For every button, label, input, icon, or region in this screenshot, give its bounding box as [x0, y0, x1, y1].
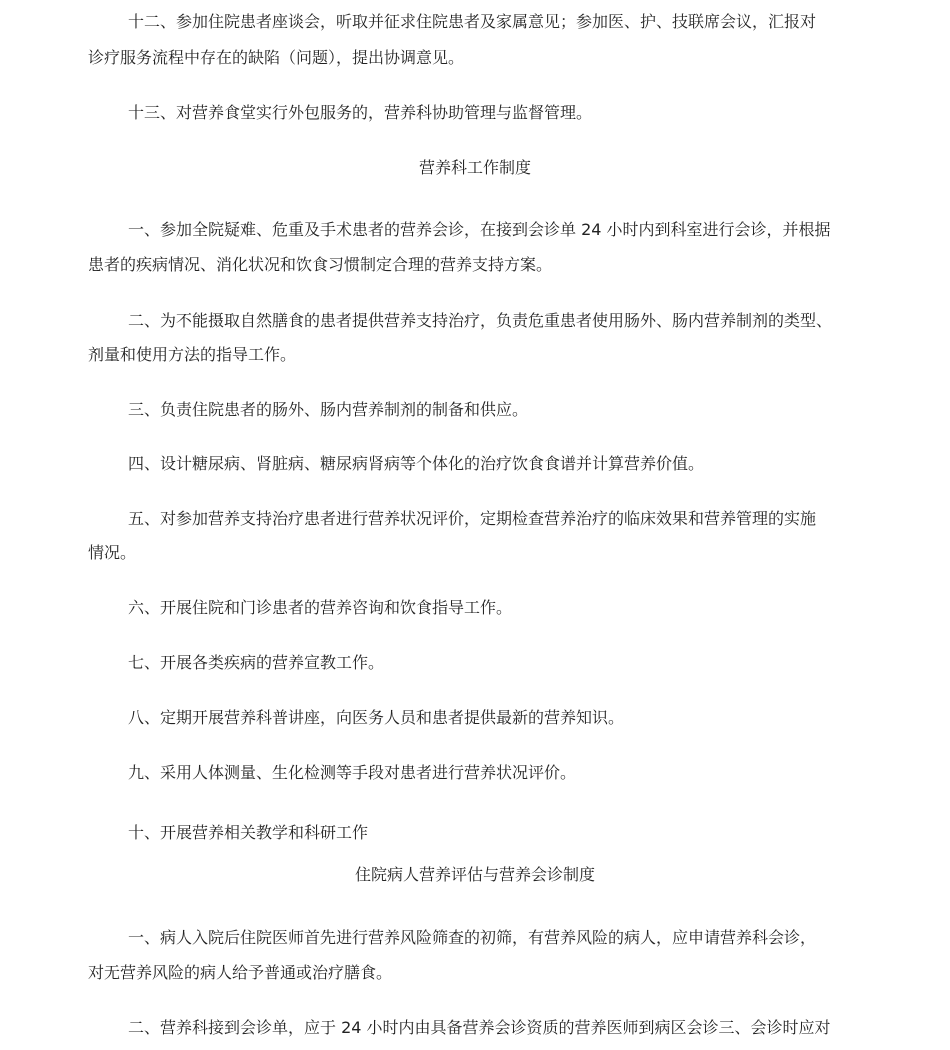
rule-2-line1: 二、为不能摄取自然膳食的患者提供营养支持治疗，负责危重患者使用肠外、肠内营养制剂的类型、	[128, 311, 833, 330]
section-title-inpatient-assessment: 住院病人营养评估与营养会诊制度	[354, 865, 595, 884]
rule-8: 八、定期开展营养科普讲座，向医务人员和患者提供最新的营养知识。	[128, 708, 625, 727]
rule-1-line2: 患者的疾病情况、消化状况和饮食习惯制定合理的营养支持方案。	[88, 255, 553, 274]
rule-9: 九、采用人体测量、生化检测等手段对患者进行营养状况评价。	[128, 763, 577, 782]
rule-6: 六、开展住院和门诊患者的营养咨询和饮食指导工作。	[128, 598, 513, 617]
rule-10: 十、开展营养相关教学和科研工作	[128, 823, 369, 842]
rule-2-line2: 剂量和使用方法的指导工作。	[88, 345, 297, 364]
paragraph-12-line1: 十二、参加住院患者座谈会，听取并征求住院患者及家属意见；参加医、护、技联席会议，汇报对	[128, 12, 817, 31]
rule-7: 七、开展各类疾病的营养宣教工作。	[128, 653, 385, 672]
rule-4: 四、设计糖尿病、肾脏病、糖尿病肾病等个体化的治疗饮食食谱并计算营养价值。	[128, 454, 705, 473]
assessment-rule-2-line1: 二、营养科接到会诊单，应于 24 小时内由具备营养会诊资质的营养医师到病区会诊三、会诊时应对	[128, 1018, 831, 1037]
assessment-rule-1-line2: 对无营养风险的病人给予普通或治疗膳食。	[88, 963, 393, 982]
section-title-nutrition-dept-rules: 营养科工作制度	[418, 158, 531, 177]
paragraph-13: 十三、对营养食堂实行外包服务的，营养科协助管理与监督管理。	[128, 103, 593, 122]
rule-1-line1: 一、参加全院疑难、危重及手术患者的营养会诊，在接到会诊单 24 小时内到科室进行会诊，并根据	[128, 220, 831, 239]
rule-5-line1: 五、对参加营养支持治疗患者进行营养状况评价，定期检查营养治疗的临床效果和营养管理的实施	[128, 509, 817, 528]
rule-5-line2: 情况。	[88, 543, 137, 562]
rule-3: 三、负责住院患者的肠外、肠内营养制剂的制备和供应。	[128, 400, 529, 419]
assessment-rule-1-line1: 一、病人入院后住院医师首先进行营养风险筛查的初筛，有营养风险的病人，应申请营养科会诊，	[128, 928, 817, 947]
paragraph-12-line2: 诊疗服务流程中存在的缺陷（问题），提出协调意见。	[88, 48, 465, 67]
